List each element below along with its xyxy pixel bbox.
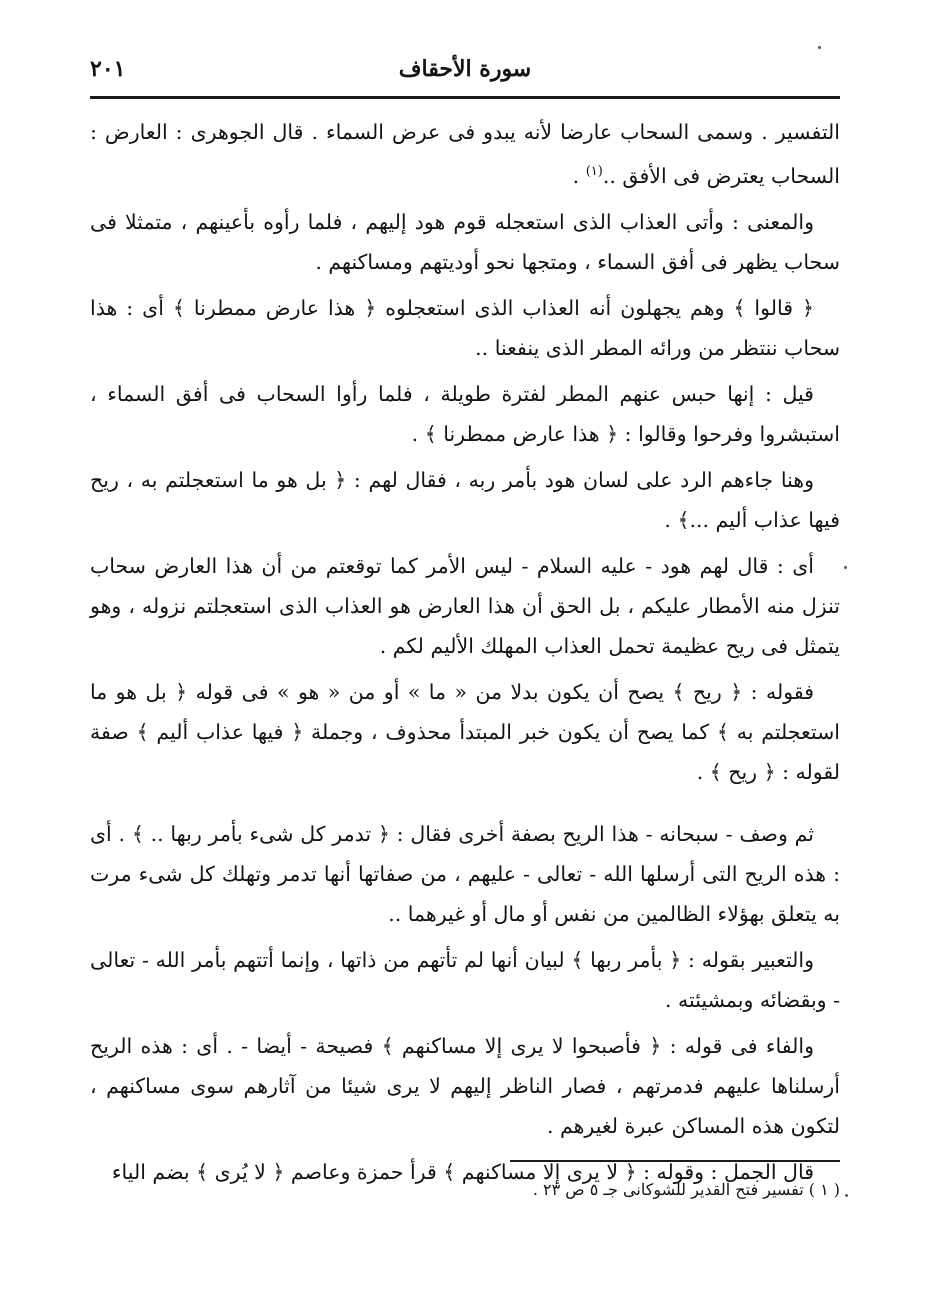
surah-title: سورة الأحقاف <box>398 56 532 82</box>
paragraph-text: التفسير . وسمى السحاب عارضا لأنه يبدو فى عرض السماء . قال الجوهرى : العارض : السحاب يعترض فى الأفق .. <box>90 120 840 188</box>
print-speck <box>818 46 821 49</box>
paragraph: قال الجمل : وقوله : ﴿ لا يرى إلا مساكنهم ﴾ قرأ حمزة وعاصم ﴿ لا يُرى ﴾ بضم الياء <box>111 1159 814 1184</box>
footnote: ( ١ ) تفسير فتح القدير للشوكانى جـ ٥ ص ٢٣ . <box>532 1180 840 1199</box>
footnote-divider <box>510 1160 840 1162</box>
print-speck <box>845 1194 848 1197</box>
paragraph: ﴿ قالوا ﴾ وهم يجهلون أنه العذاب الذى استعجلوه ﴿ هذا عارض ممطرنا ﴾ أى : هذا سحاب ننتظر من ورائه المطر الذى ينفعنا .. <box>90 295 840 360</box>
paragraph: والفاء فى قوله : ﴿ فأصبحوا لا يرى إلا مساكنهم ﴾ فصيحة - أيضا - . أى : هذه الريح أرسلناها عليهم فدمرتهم ، فصار الناظر إليهم لا يرى شيئا من آثارهم سوى مساكنهم ، لتكون هذه المساكن عبرة لغيرهم . <box>90 1033 840 1138</box>
print-speck <box>844 566 847 569</box>
paragraph: فقوله : ﴿ ريح ﴾ يصح أن يكون بدلا من « ما » أو من « هو » فى قوله ﴿ بل هو ما استعجلتم به ﴾ كما يصح أن يكون خبر المبتدأ محذوف ، وجملة ﴿ فيها عذاب أليم ﴾ صفة لقوله : ﴿ ريح ﴾ . <box>90 679 840 784</box>
page-header <box>90 52 840 88</box>
paragraph: والمعنى : وأتى العذاب الذى استعجله قوم هود إليهم ، فلما رأوه بأعينهم ، متمثلا فى سحاب يظهر فى أفق السماء ، ومتجها نحو أوديتهم ومساكنهم . <box>90 209 840 274</box>
paragraph: وهنا جاءهم الرد على لسان هود بأمر ربه ، فقال لهم : ﴿ بل هو ما استعجلتم به ، ريح فيها عذاب أليم ...﴾ . <box>90 467 840 532</box>
paragraph: والتعبير بقوله : ﴿ بأمر ربها ﴾ لبيان أنها لم تأتهم من ذاتها ، وإنما أتتهم بأمر الله - تعالى - وبقضائه وبمشيئته . <box>90 947 840 1012</box>
header-divider <box>90 96 840 99</box>
page-number: ٢٠١ <box>90 56 126 82</box>
paragraph: قيل : إنها حبس عنهم المطر لفترة طويلة ، فلما رأوا السحاب فى أفق السماء ، استبشروا وفرحوا وقالوا : ﴿ هذا عارض ممطرنا ﴾ . <box>90 381 840 446</box>
paragraph <box>90 112 840 196</box>
paragraph-text: . <box>572 163 586 188</box>
paragraph: ثم وصف - سبحانه - هذا الريح بصفة أخرى فقال : ﴿ تدمر كل شىء بأمر ربها .. ﴾ . أى : هذه الريح التى أرسلها الله - تعالى - عليهم ، من صفاتها أنها تدمر وتهلك كل شىء مرت به يتعلق بهؤلاء الظالمين من نفس أو مال أو غيرهما .. <box>90 821 840 926</box>
footnote-reference: (١) <box>585 164 603 179</box>
paragraph: أى : قال لهم هود - عليه السلام - ليس الأمر كما توقعتم من أن هذا العارض سحاب تنزل منه الأمطار عليكم ، بل الحق أن هذا العارض هو العذاب الذى استعجلتم نزوله ، وهو يتمثل فى ريح عظيمة تحمل العذاب المهلك الأليم لكم . <box>90 553 840 658</box>
commentary-text <box>90 112 840 1198</box>
